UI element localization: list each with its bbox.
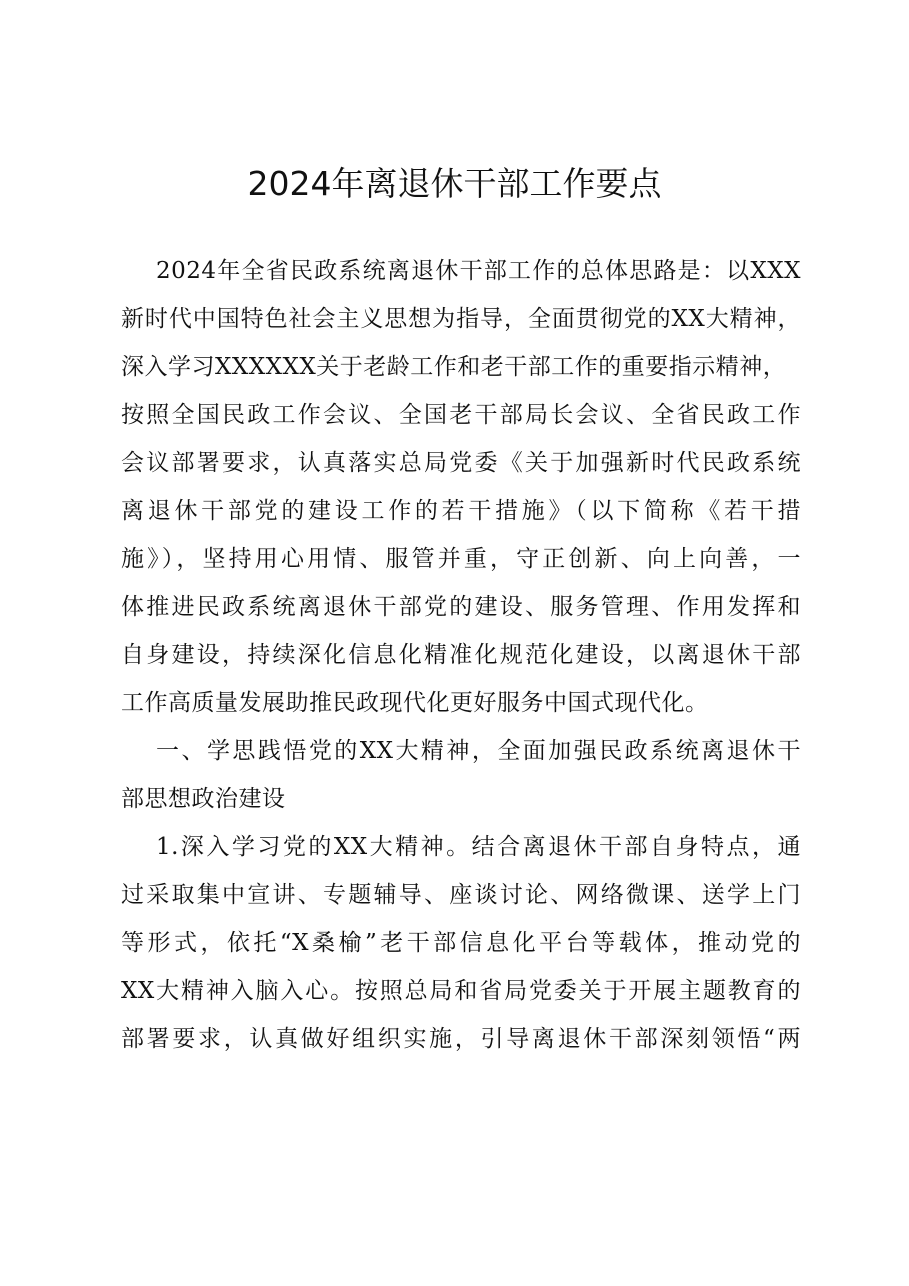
text-line: 部思想政治建设: [121, 786, 286, 812]
text-line: 过采取集中宣讲、专题辅导、座谈讨论、网络微课、送学上门: [121, 882, 801, 908]
text-line: 一、学思践悟党的XX大精神，全面加强民政系统离退休干: [156, 738, 801, 764]
text-line: 离退休干部党的建设工作的若干措施》（以下简称《若干措: [121, 498, 801, 524]
text-line: 深入学习XXXXXX关于老龄工作和老干部工作的重要指示精神，: [121, 354, 787, 380]
text-line: 新时代中国特色社会主义思想为指导，全面贯彻党的XX大精神，: [121, 306, 801, 332]
text-line: 施》），坚持用心用情、服管并重，守正创新、向上向善，一: [121, 546, 801, 572]
text-line: XX大精神入脑入心。按照总局和省局党委关于开展主题教育的: [121, 978, 801, 1004]
document-title: 2024年离退休干部工作要点: [247, 164, 662, 203]
text-line: 工作高质量发展助推民政现代化更好服务中国式现代化。: [121, 690, 709, 716]
text-line: 按照全国民政工作会议、全国老干部局长会议、全省民政工作: [121, 402, 801, 428]
text-line: 2024年全省民政系统离退休干部工作的总体思路是：以XXX: [156, 258, 801, 284]
text-line: 会议部署要求，认真落实总局党委《关于加强新时代民政系统: [121, 450, 801, 476]
text-line: 自身建设，持续深化信息化精准化规范化建设，以离退休干部: [121, 642, 801, 668]
text-line: 等形式，依托“X桑榆”老干部信息化平台等载体，推动党的: [121, 930, 801, 956]
document-body: [121, 247, 801, 1063]
text-line: 1.深入学习党的XX大精神。结合离退休干部自身特点，通: [156, 834, 801, 860]
text-line: 体推进民政系统离退休干部党的建设、服务管理、作用发挥和: [121, 594, 801, 620]
text-line: 部署要求，认真做好组织实施，引导离退休干部深刻领悟“两: [121, 1026, 801, 1052]
